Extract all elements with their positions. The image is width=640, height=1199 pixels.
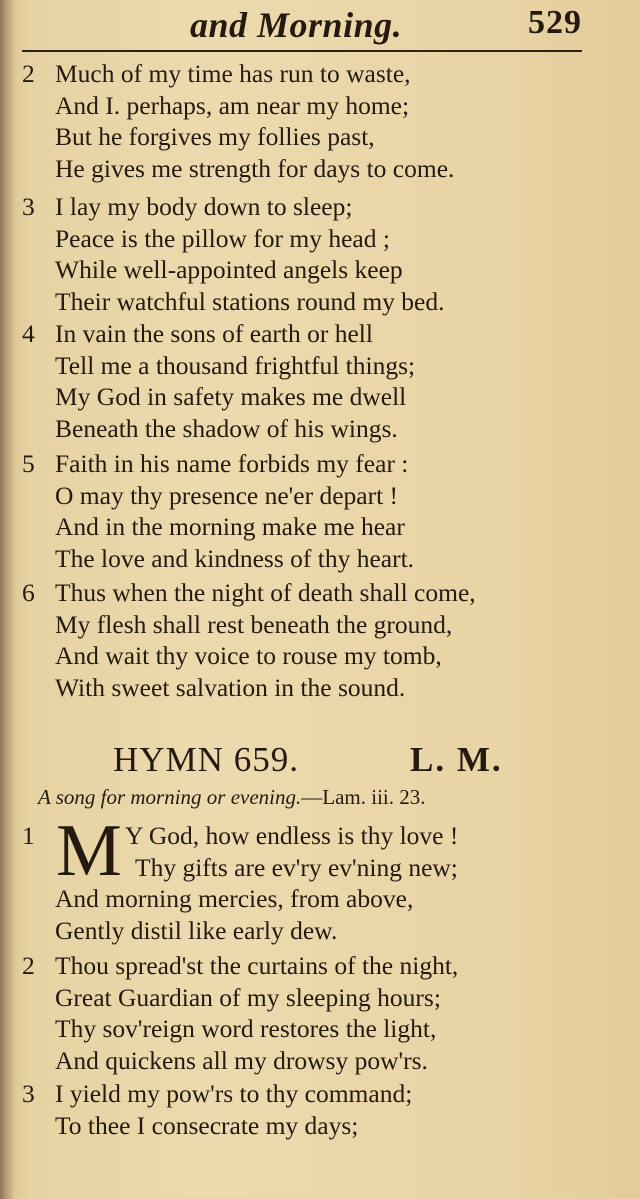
verse-line: [0, 883, 640, 915]
verse-text: I lay my body down to sleep;: [55, 192, 353, 221]
stanza-number: 6: [22, 578, 35, 607]
page-header: [0, 0, 640, 52]
running-head: and Morning.: [190, 5, 403, 45]
verse-text: Much of my time has run to waste,: [55, 59, 411, 88]
verse-text: Beneath the shadow of his wings.: [55, 413, 398, 443]
scripture-reference: —Lam. iii. 23.: [301, 785, 426, 809]
hymn-stanza-1: [0, 820, 640, 946]
verse-line: [0, 223, 640, 255]
verse-line: [0, 381, 640, 413]
verse-line: [0, 254, 640, 286]
verse-text: With sweet salvation in the sound.: [55, 672, 406, 702]
subtitle-text: A song for morning or evening.: [38, 785, 302, 809]
stanza-6: [0, 577, 640, 703]
verse-line: [0, 448, 640, 480]
verse-text: Thou spread'st the curtains of the night,: [55, 951, 459, 980]
verse-text: Thy gifts are ev'ry ev'ning new;: [135, 852, 458, 882]
verse-line: [0, 191, 640, 223]
header-rule: [22, 50, 582, 52]
verse-line: [0, 413, 640, 445]
stanza-number: 4: [22, 319, 35, 348]
stanza-number: 3: [22, 192, 35, 221]
verse-line: [0, 577, 640, 609]
verse-text: In vain the sons of earth or hell: [55, 319, 373, 348]
verse-text: And quickens all my drowsy pow'rs.: [55, 1045, 428, 1075]
stanza-5: [0, 448, 640, 574]
stanza-number: 3: [22, 1079, 35, 1108]
verse-text: And morning mercies, from above,: [55, 884, 414, 913]
verse-line: [0, 1078, 640, 1110]
verse-line: [0, 121, 640, 153]
verse-text: I yield my pow'rs to thy command;: [55, 1079, 413, 1108]
verse-text: And in the morning make me hear: [55, 512, 405, 541]
verse-line: [0, 350, 640, 382]
verse-line: [0, 153, 640, 185]
page-number: 529: [528, 4, 582, 41]
verse-text: Their watchful stations round my bed.: [55, 286, 445, 316]
stanza-4: [0, 318, 640, 444]
stanza-2: [0, 58, 640, 184]
stanza-3: [0, 191, 640, 317]
verse-text: But he forgives my follies past,: [55, 122, 375, 151]
hymn-subtitle: [38, 785, 426, 810]
verse-line: [0, 90, 640, 122]
hymn-title: HYMN 659.: [113, 740, 299, 779]
verse-line: [0, 286, 640, 318]
verse-text: To thee I consecrate my days;: [55, 1110, 359, 1140]
hymn-stanza-2: [0, 950, 640, 1076]
verse-text: He gives me strength for days to come.: [55, 153, 455, 183]
hymn-stanza-3: [0, 1078, 640, 1141]
verse-line: [0, 852, 640, 884]
verse-text: Gently distil like early dew.: [55, 915, 338, 945]
verse-text: Peace is the pillow for my head ;: [55, 223, 390, 253]
hymn-meter: L. M.: [410, 740, 503, 779]
verse-text: While well-appointed angels keep: [55, 255, 403, 284]
verse-line: [0, 609, 640, 641]
verse-line: [0, 820, 640, 852]
verse-line: [0, 1013, 640, 1045]
verse-line: [0, 58, 640, 90]
verse-text: My God in safety makes me dwell: [55, 382, 407, 411]
verse-line: [0, 318, 640, 350]
drop-cap: M: [56, 810, 122, 892]
verse-text: And wait thy voice to rouse my tomb,: [55, 641, 442, 670]
verse-line: [0, 950, 640, 982]
stanza-number: 2: [22, 951, 35, 980]
verse-text: Thus when the night of death shall come,: [55, 578, 476, 607]
verse-line: [0, 1045, 640, 1077]
stanza-number: 5: [22, 449, 35, 478]
verse-text: My flesh shall rest beneath the ground,: [55, 609, 453, 639]
verse-line: [0, 915, 640, 947]
verse-line: [0, 640, 640, 672]
verse-line: [0, 982, 640, 1014]
verse-line: [0, 1110, 640, 1142]
verse-text: The love and kindness of thy heart.: [55, 543, 415, 573]
stanza-number: 1: [22, 821, 35, 850]
verse-line: [0, 543, 640, 575]
verse-text: Great Guardian of my sleeping hours;: [55, 982, 441, 1012]
verse-text: Faith in his name forbids my fear :: [55, 449, 409, 478]
verse-line: [0, 511, 640, 543]
verse-line: [0, 480, 640, 512]
verse-text: And I. perhaps, am near my home;: [55, 90, 410, 120]
verse-text: Tell me a thousand frightful things;: [55, 350, 416, 380]
stanza-number: 2: [22, 59, 35, 88]
verse-text: Thy sov'reign word restores the light,: [55, 1014, 437, 1043]
verse-line: [0, 672, 640, 704]
verse-text: Y God, how endless is thy love !: [125, 821, 459, 850]
verse-text: O may thy presence ne'er depart !: [55, 480, 399, 510]
